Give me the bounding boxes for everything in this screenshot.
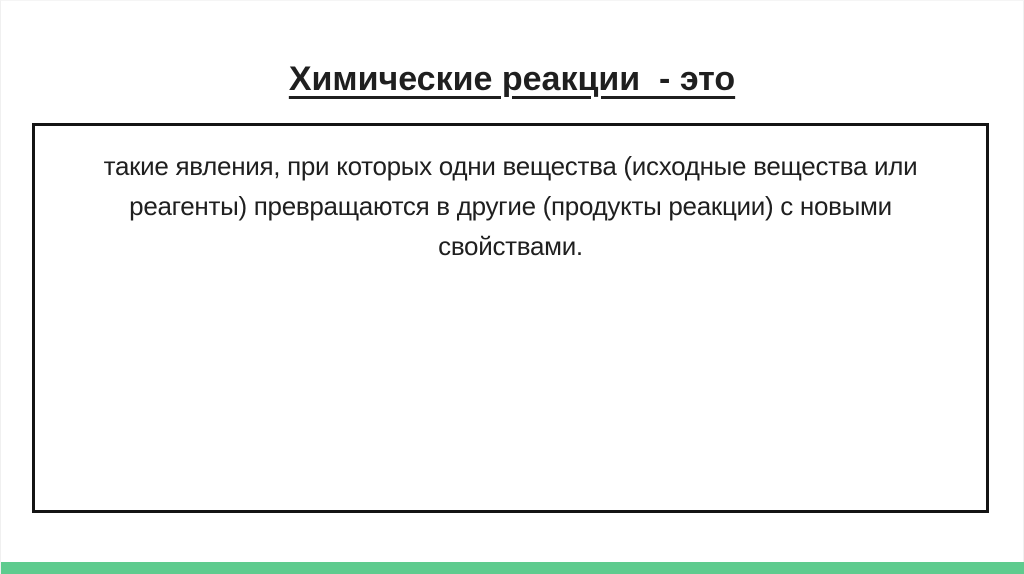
definition-line-3: свойствами.	[438, 231, 583, 261]
definition-text-box	[32, 123, 989, 513]
definition-line-2: реагенты) превращаются в другие (продукты реакции) с новыми	[129, 191, 892, 221]
definition-line-1: такие явления, при которых одни вещества (исходные вещества или	[103, 151, 918, 181]
bottom-accent-bar	[1, 562, 1024, 574]
slide-title: Химические реакции - это	[288, 60, 736, 98]
